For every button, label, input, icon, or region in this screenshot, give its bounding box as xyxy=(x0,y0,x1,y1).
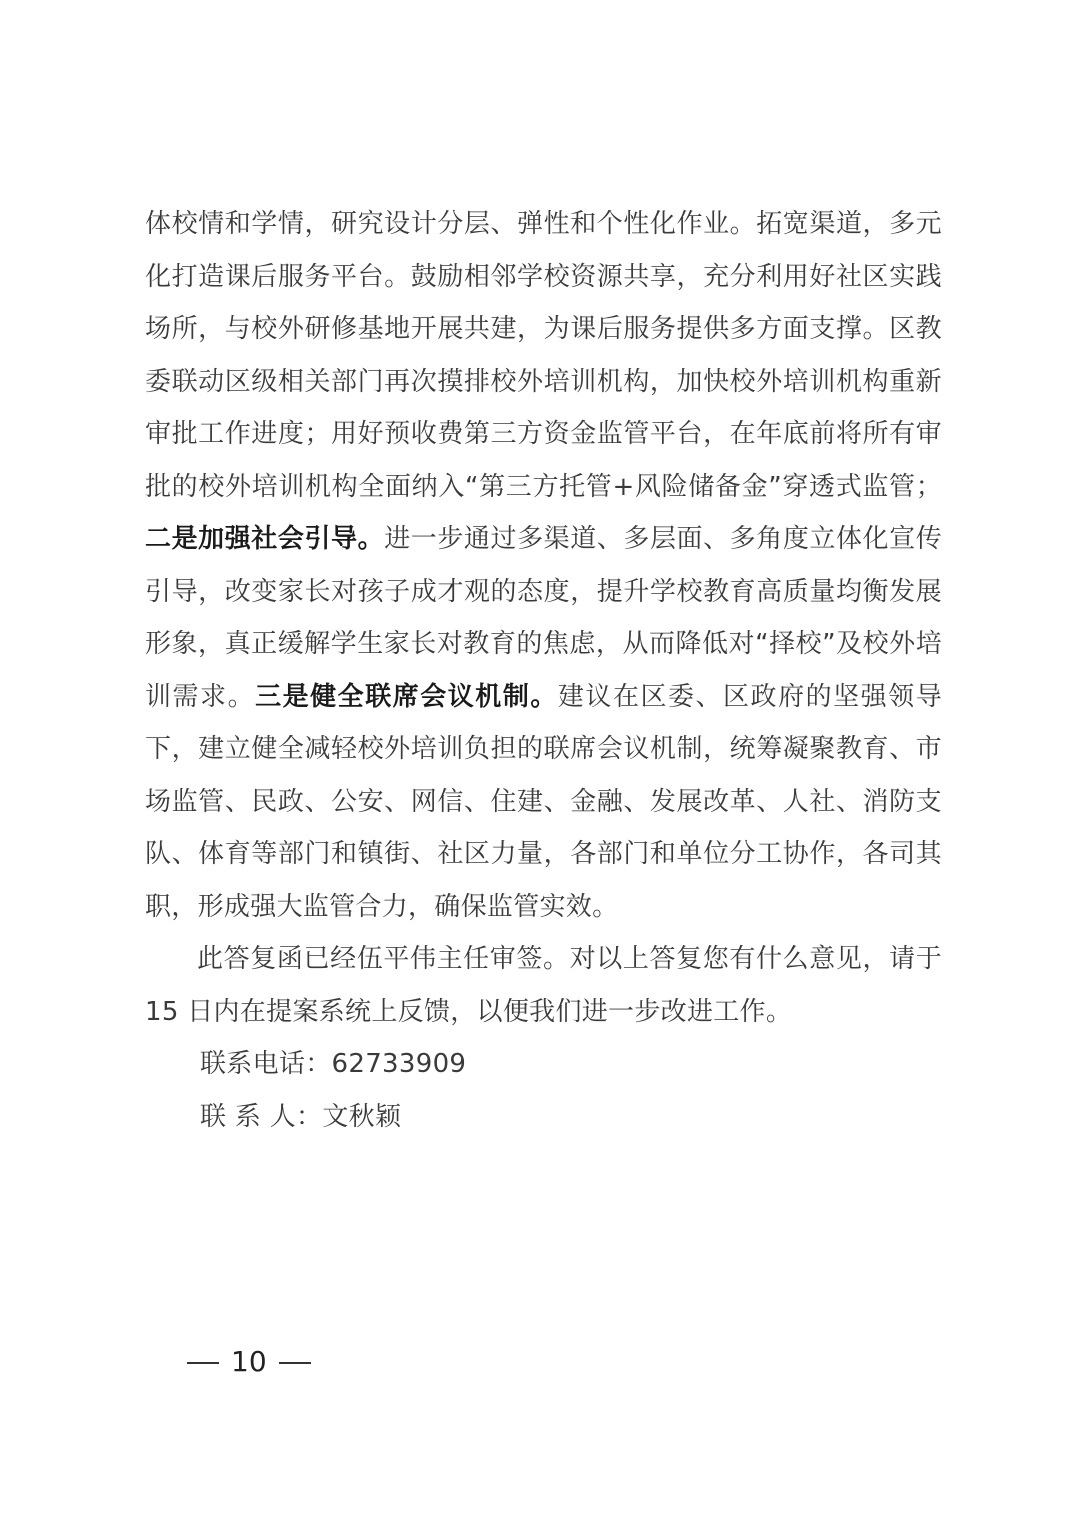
paragraph-main xyxy=(145,198,942,933)
page-number-footer xyxy=(175,1345,323,1378)
heading-joint-meeting: 三是健全联席会议机制。 xyxy=(255,681,558,712)
contact-person-value: 文秋颖 xyxy=(322,1101,402,1132)
paragraph-part-2: 进一步通过多渠道、多层面、多角度立体化宣传引导，改变家长对孩子成才观的态度，提升学校教育高质量均衡发展形象，真正缓解学生家长对教育的焦虑，从而降低对“择校”及校外培训需求。 xyxy=(145,524,942,712)
contact-phone-line xyxy=(145,1038,942,1091)
paragraph-part-3: 建议在区委、区政府的坚强领导下，建立健全减轻校外培训负担的联席会议机制，统筹凝聚教育、市场监管、民政、公安、网信、住建、金融、发展改革、人社、消防支队、体育等部门和镇街、社区力量，各部门和单位分工协作，各司其职，形成强大监管合力，确保监管实效。 xyxy=(145,681,943,922)
heading-social-guidance: 二是加强社会引导。 xyxy=(145,524,385,554)
dash-left xyxy=(187,1362,219,1364)
paragraph-part-1: 体校情和学情，研究设计分层、弹性和个性化作业。拓宽渠道，多元化打造课后服务平台。鼓励相邻学校资源共享，充分利用好社区实践场所，与校外研修基地开展共建，为课后服务提供多方面支撑。区教委联动区级相关部门再次摸排校外培训机构，加快校外培训机构重新审批工作进度；用好预收费第三方资金监管平台，在年底前将所有审批的校外培训机构全面纳入“第三方托管+风险储备金”穿透式监管； xyxy=(145,209,942,502)
contact-phone-value: 62733909 xyxy=(331,1049,467,1079)
document-body xyxy=(145,198,942,1143)
dash-right xyxy=(279,1362,311,1364)
contact-person-line xyxy=(145,1091,942,1144)
paragraph-reply-note: 此答复函已经伍平伟主任审签。对以上答复您有什么意见，请于 15 日内在提案系统上反馈，以便我们进一步改进工作。 xyxy=(145,944,942,1027)
page-number: 10 xyxy=(231,1345,267,1378)
contact-person-label: 联 系 人： xyxy=(200,1101,323,1132)
contact-phone-label: 联系电话： xyxy=(200,1049,332,1079)
